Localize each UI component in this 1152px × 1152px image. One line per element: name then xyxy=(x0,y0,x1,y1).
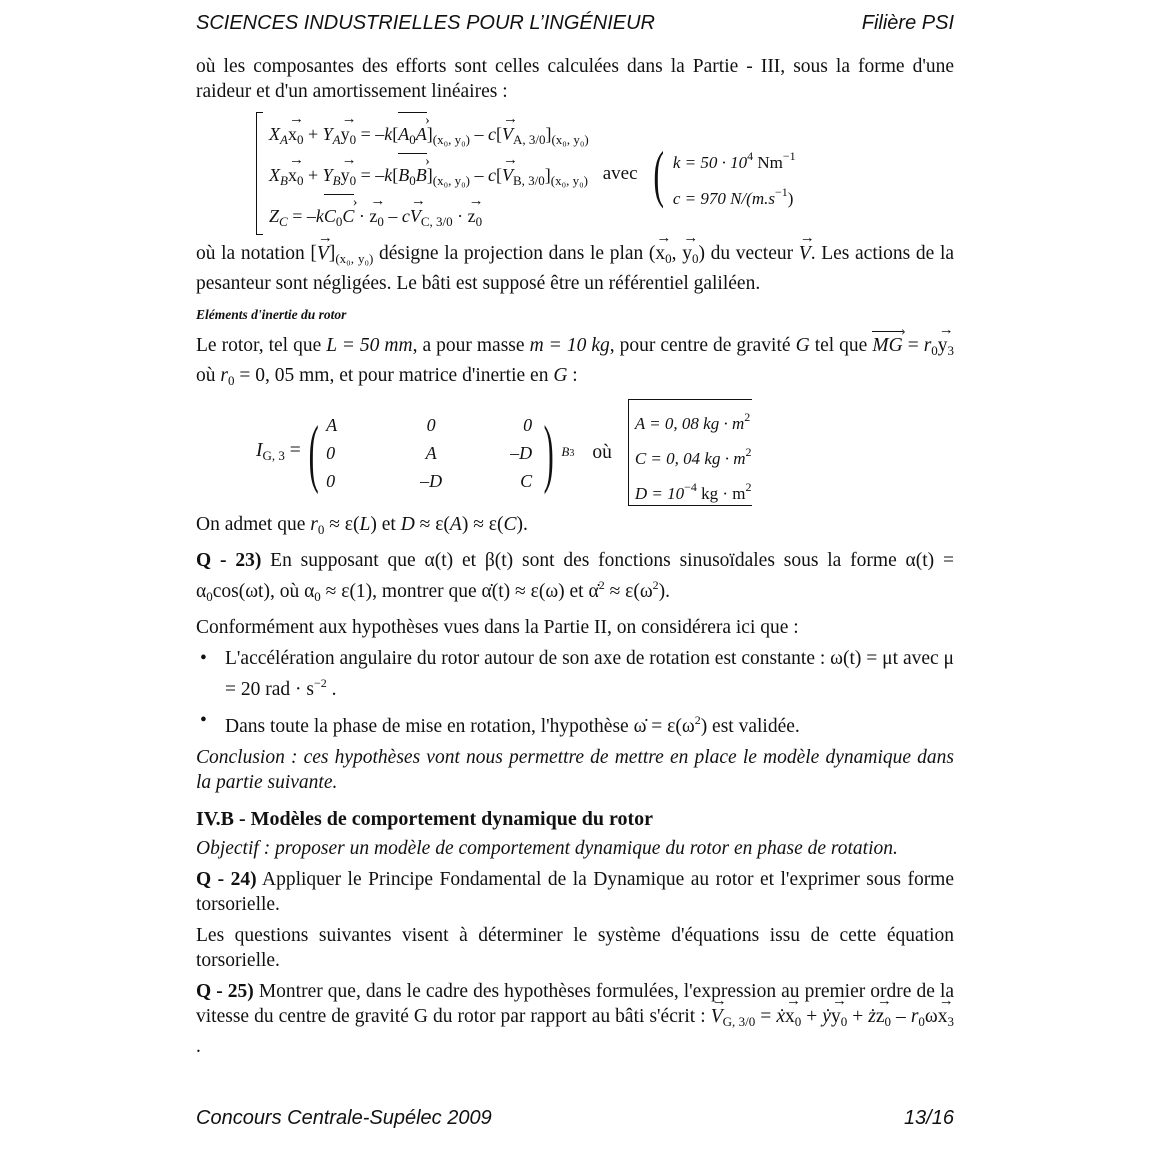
k-unit-exponent: −1 xyxy=(782,148,796,163)
c-exponent: −1 xyxy=(774,184,788,199)
value-c-exp: 2 xyxy=(745,445,752,459)
q24-text: Appliquer le Principe Fondamental de la Dynamique au rotor et l'exprimer sous forme torsorielle. xyxy=(196,869,955,915)
rotor-text-d: tel que xyxy=(814,335,868,356)
q23-paragraph: Q - 23) En supposant que α(t) et β(t) sont des fonctions sinusoïdales sous la forme $\alpha(t) = \alpha_0\cos(\omega t)$, où $\alpha_0 \approx \varepsilon(1)$, montrer que α̇(t) ≈ ε(ω) et α̇$^2$ ≈ $\varepsilon(\omega^2)$. xyxy=(196,550,955,604)
equation-list xyxy=(269,112,589,235)
rotor-length: L = 50 mm xyxy=(326,335,413,356)
q24-paragraph xyxy=(196,867,954,917)
page-header xyxy=(196,12,954,35)
notation-paragraph: où la notation [→ $V]_{(x_0, y_0)}$ désigne la projection dans le plan (→ $x_0$, → $y_0$) du vecteur → V. Les actions de la pesanteur sont négligées. Le bâti est supposé être un référentiel galiléen. xyxy=(196,241,954,296)
inertia-matrix xyxy=(256,399,954,506)
rotor-r0: 0, 05 mm xyxy=(255,365,330,386)
notation-text: où la notation xyxy=(196,243,305,264)
rotor-text-a: Le rotor, tel que xyxy=(196,335,322,356)
value-d-unit: kg · m xyxy=(696,484,746,503)
section-inertie-heading: Eléments d'inertie du rotor xyxy=(196,307,347,322)
value-d-unit-exp: 2 xyxy=(745,480,752,494)
avec-label: avec xyxy=(602,163,638,184)
intro-paragraph: où les composantes des efforts sont celles calculées dans la Partie - III, sous la forme d'une raideur et d'un amortissement linéaires : xyxy=(196,56,954,102)
footer-page-number: 13/16 xyxy=(903,1107,954,1129)
q23-text: En supposant que α(t) et β(t) sont des fonctions sinusoïdales sous la forme α(t) = α xyxy=(196,550,955,602)
ou-label: où xyxy=(592,442,612,463)
c-close: ) xyxy=(787,188,794,208)
value-d xyxy=(635,470,752,505)
value-c xyxy=(635,435,752,470)
hypothesis-1: • L'accélération angulaire du rotor autour de son axe de rotation est constante : ω(t) = μt avec μ = 20 rad · $s^{-2}$ . xyxy=(196,646,954,702)
stiffness-damping-values xyxy=(673,138,796,210)
value-d-text: D = 10 xyxy=(634,484,685,503)
matrix-symbol: I xyxy=(256,439,263,461)
hypotheses-list xyxy=(196,646,954,739)
value-a-text: A = 0, 08 kg · m xyxy=(634,414,745,433)
hypothesis-1-text: L'accélération angulaire du rotor autour de son axe de rotation est constante : ω(t) = μt avec μ = 20 rad · s xyxy=(225,648,954,700)
open-paren: ( xyxy=(652,137,664,209)
rotor-text-f: , et pour matrice d'inertie en xyxy=(329,365,549,386)
matrix-cell: 0 xyxy=(426,414,436,435)
value-a-exp: 2 xyxy=(744,410,751,424)
matrix-close: ) xyxy=(543,410,554,495)
rotor-mass: m = 10 kg xyxy=(529,335,610,356)
q24-label: Q - 24) xyxy=(196,869,257,890)
inertia-values xyxy=(628,399,752,506)
pesanteur-text: Les actions de la pesanteur sont négligées. Le bâti est supposé être un référentiel galiléen. xyxy=(196,243,955,294)
matrix-cell: –D xyxy=(420,470,443,491)
matrix-open: ( xyxy=(308,410,319,495)
q25-text: Montrer que, dans le cadre des hypothèses formulées, l'expression au premier ordre de la vitesse du centre de gravité G du rotor par rapport au bâti s'écrit : xyxy=(196,981,955,1027)
q23-text3: ≈ ε(1), montrer que α̇(t) ≈ ε(ω) et α̇ xyxy=(325,581,599,602)
value-d-exp: −4 xyxy=(684,480,697,494)
value-c-text: C = 0, 04 kg · m xyxy=(634,449,746,468)
q23-text2: cos(ωt), où α xyxy=(212,581,315,602)
notation-rest: désigne la projection dans le plan xyxy=(378,243,644,264)
footer-concours: Concours Centrale-Supélec 2009 xyxy=(196,1107,492,1129)
rotor-text-c: , pour centre de gravité xyxy=(609,335,791,356)
k-value xyxy=(673,138,796,174)
header-title: SCIENCES INDUSTRIELLES POUR L’INGÉNIEUR xyxy=(196,12,655,34)
matrix-cell: A xyxy=(425,442,437,463)
matrix-grid xyxy=(326,413,536,493)
q25-paragraph: Q - 25) Montrer que, dans le cadre des hypothèses formulées, l'expression au premier ordre de la vitesse du centre de gravité G du rotor par rapport au bâti s'écrit : → $V_{G, 3/0}$ = ẋ→ $x_0$ + ẏ→ $y_0$ + ż→ $z_0 - r_0\omega\to x_3$ . xyxy=(196,979,954,1059)
conform-paragraph: Conformément aux hypothèses vues dans la Partie II, on considérera ici que : xyxy=(196,617,799,638)
effort-equations xyxy=(256,112,954,235)
conclusion-paragraph: Conclusion : ces hypothèses vont nous permettre de mettre en place le modèle dynamique dans la partie suivante. xyxy=(196,747,954,793)
k-exponent: 4 xyxy=(747,148,754,163)
matrix-base: B3 xyxy=(561,444,575,459)
matrix-cell: 0 xyxy=(523,414,533,435)
equation-a: $X_A\to x_0 + Y_A\to y_0 = -k[A_0A$ $›]_{(x_0, y_0)} - c[\to V_{A, 3/0}]_{(x_0, y_0)}$ xyxy=(269,112,589,153)
q25-label: Q - 25) xyxy=(196,981,254,1002)
admet-paragraph: On admet que $r_0 \approx \varepsilon(L)$ et D ≈ ε(A) ≈ ε(C). xyxy=(196,514,528,537)
hypothesis-2 xyxy=(196,708,954,739)
rotor-text-e: où xyxy=(196,365,216,386)
matrix-cell: A xyxy=(326,414,338,435)
matrix-label: $I_{G, 3}$ = xyxy=(256,439,301,463)
matrix-subscript: G, 3 xyxy=(262,447,285,463)
k-unit: Nm xyxy=(753,152,783,172)
q23-text5: ). xyxy=(658,581,671,602)
hypothesis-2-exp: 2 xyxy=(694,713,701,727)
equation-c: $Z_C = -kC_0C$ › · → $z_0 - c\to V_{C, 3/0}$ · → $z_0$ xyxy=(269,194,589,235)
notation-end: du vecteur xyxy=(710,243,794,264)
page-body xyxy=(196,54,954,1065)
q23-text4: ≈ ε(ω xyxy=(609,581,653,602)
matrix-cell: –D xyxy=(510,442,533,463)
rotor-text-b: , a pour masse xyxy=(412,335,525,356)
q23-label: Q - 23) xyxy=(196,550,262,571)
matrix-cell: 0 xyxy=(326,442,336,463)
header-filiere: Filière PSI xyxy=(861,12,954,34)
equation-b: $X_B\to x_0 + Y_B\to y_0 = -k[B_0B$ $›]_{(x_0, y_0)} - c[\to V_{B, 3/0}]_{(x_0, y_0)}$ xyxy=(269,153,589,194)
c-value xyxy=(673,174,796,210)
matrix-cell: 0 xyxy=(326,470,336,491)
admet-text: On admet que xyxy=(196,514,306,535)
page xyxy=(196,0,954,1152)
system-bracket xyxy=(256,112,263,235)
matrix-cell: C xyxy=(520,470,533,491)
page-footer xyxy=(196,1107,954,1130)
c-text: c = 970 N/(m.s xyxy=(672,188,775,208)
value-a xyxy=(635,400,752,435)
section-ivb-heading: IV.B - Modèles de comportement dynamique du rotor xyxy=(196,808,654,830)
matrix-base-letter: B xyxy=(561,444,570,459)
hypothesis-2-text: Dans toute la phase de mise en rotation, l'hypothèse ω̇ = ε(ω xyxy=(225,716,695,737)
hypothesis-2-end: ) est validée. xyxy=(700,716,800,737)
suivantes-paragraph: Les questions suivantes visent à déterminer le système d'équations issu de cette équation torsorielle. xyxy=(196,925,954,971)
k-text: k = 50 · 10 xyxy=(672,152,748,172)
objectif-paragraph: Objectif : proposer un modèle de comportement dynamique du rotor en phase de rotation. xyxy=(196,838,898,859)
hypothesis-1-exp: −2 xyxy=(313,676,327,690)
rotor-paragraph: Le rotor, tel que L = 50 mm, a pour masse m = 10 kg, pour centre de gravité G tel que MG › = $r_0\to y_3$ où $r_0 = 0$, 05 mm, et pour matrice d'inertie en G : xyxy=(196,331,954,393)
